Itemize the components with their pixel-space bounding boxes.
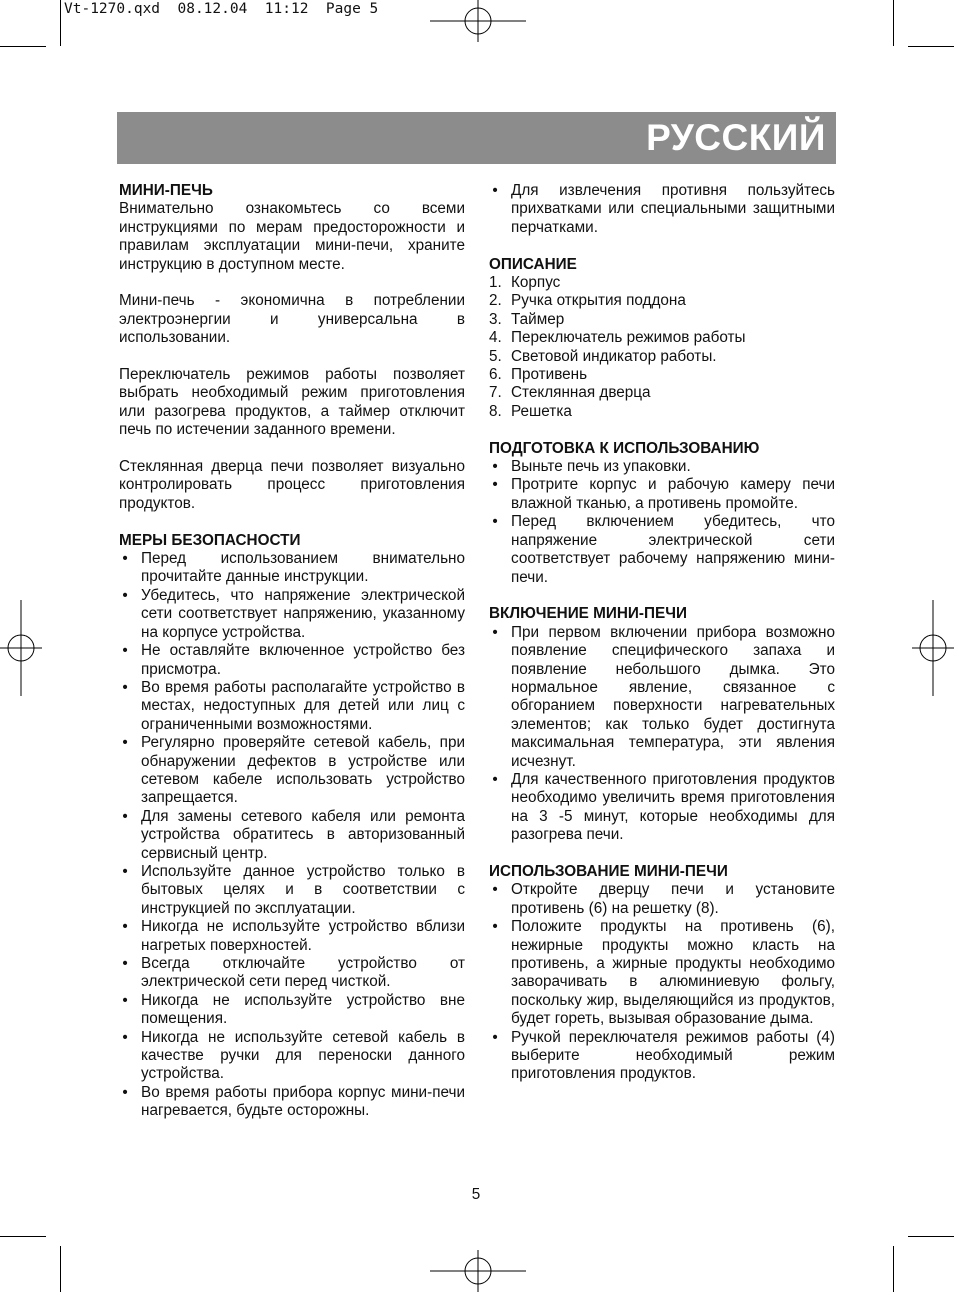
list-item — [119, 808, 465, 863]
print-slug-line: Vt-1270.qxd 08.12.04 11:12 Page 5 — [64, 1, 379, 17]
item-label: Световой индикатор работы. — [511, 347, 717, 365]
crop-mark — [0, 1236, 46, 1237]
item-label: Стеклянная дверца — [511, 384, 651, 402]
list-item-text: Для качественного приготовления продуктов необходимо увеличить время приготовления на 3 -5 минут, которые необходимы для разогрева печи. — [511, 770, 835, 844]
list-item-text: Регулярно проверяйте сетевой кабель, при обнаружении дефектов в устройстве или сетевом кабеле использовать устройство запрещается. — [141, 734, 465, 807]
right-column — [489, 182, 835, 1084]
crop-mark — [893, 1246, 894, 1292]
bullet-icon: • — [492, 513, 498, 531]
bullet-icon: • — [122, 1083, 128, 1101]
list-item-text: Перед использованием внимательно прочитайте данные инструкции. — [141, 550, 465, 586]
list-item — [489, 476, 835, 513]
bullet-icon: • — [492, 458, 498, 476]
language-banner — [117, 112, 836, 164]
section-title-mini-oven: МИНИ-ПЕЧЬ — [119, 182, 213, 199]
bullet-icon: • — [122, 862, 128, 880]
bullet-icon: • — [122, 642, 128, 660]
item-number: 5. — [489, 347, 502, 365]
numbered-item — [489, 329, 835, 347]
list-item-text: Используйте данное устройство только в бытовых целях и в соответствии с инструкцией по эксплуатации. — [141, 862, 465, 917]
bullet-icon: • — [492, 476, 498, 494]
item-label: Решетка — [511, 402, 572, 420]
list-item — [119, 587, 465, 642]
numbered-item — [489, 384, 835, 402]
item-number: 1. — [489, 274, 502, 292]
list-item-text: Всегда отключайте устройство от электрической сети перед чисткой. — [141, 955, 465, 991]
list-item-text: Никогда не используйте устройство вне помещения. — [141, 991, 465, 1028]
numbered-item — [489, 292, 835, 310]
safety-list — [119, 550, 465, 1121]
list-item-text: Выньте печь из упаковки. — [511, 458, 691, 476]
bullet-icon: • — [492, 623, 498, 641]
crop-mark — [0, 46, 46, 47]
paragraph: Стеклянная дверца печи позволяет визуально контролировать процесс приготовления продуктов. — [119, 458, 465, 512]
item-number: 6. — [489, 366, 502, 384]
list-item-text: При первом включении прибора возможно появление специфического запаха и появление небольшого дымка. Это нормальное явление, связанное с обгоранием поверхности нагревательных элементов; как только будет достигнута максимальная температура, эти явления исчезнут. — [511, 623, 835, 770]
bullet-icon: • — [492, 182, 498, 199]
bullet-icon: • — [122, 918, 128, 936]
numbered-item — [489, 274, 835, 292]
usage-list — [489, 881, 835, 1083]
list-item — [489, 513, 835, 587]
page-number: 5 — [471, 1186, 481, 1203]
numbered-item — [489, 348, 835, 366]
paragraph: Мини-печь - экономична в потреблении электроэнергии и универсальна в использовании. — [119, 292, 465, 347]
item-number: 3. — [489, 310, 502, 328]
registration-mark-left — [0, 600, 42, 696]
bullet-icon: • — [122, 991, 128, 1009]
numbered-item — [489, 366, 835, 384]
bullet-icon: • — [122, 678, 128, 696]
bullet-icon: • — [122, 1028, 128, 1046]
list-item — [119, 734, 465, 808]
list-item-text: Ручкой переключателя режимов работы (4) выберите необходимый режим приготовления продуктов. — [511, 1028, 835, 1083]
list-item — [119, 863, 465, 918]
list-item — [489, 918, 835, 1028]
crop-mark — [60, 1246, 61, 1292]
bullet-icon: • — [492, 1028, 498, 1046]
paragraph: Внимательно ознакомьтесь со всеми инструкциями по мерам предосторожности и правилам эксплуатации мини-печи, храните инструкцию в доступном месте. — [119, 200, 465, 273]
bullet-icon: • — [492, 881, 498, 899]
list-item — [119, 550, 465, 587]
registration-mark-top — [430, 0, 526, 42]
list-item-text: Перед включением убедитесь, что напряжение электрической сети соответствует рабочему напряжению мини-печи. — [511, 513, 835, 586]
crop-mark — [60, 0, 61, 46]
item-label: Противень — [511, 366, 588, 384]
list-item — [119, 955, 465, 992]
list-item — [119, 992, 465, 1029]
language-title: РУССКИЙ — [646, 117, 826, 158]
bullet-icon: • — [122, 807, 128, 825]
paragraph: Переключатель режимов работы позволяет выбрать необходимый режим приготовления или разогрева продуктов, а таймер отключит печь по истечении заданного времени. — [119, 366, 465, 439]
list-item-text: Никогда не используйте сетевой кабель в качестве ручки для переноски данного устройства. — [141, 1028, 465, 1083]
left-column — [119, 182, 465, 1121]
list-item — [119, 642, 465, 679]
list-item — [489, 1029, 835, 1084]
switching-on-list — [489, 624, 835, 845]
registration-mark-bottom — [430, 1250, 526, 1292]
item-label: Переключатель режимов работы — [511, 329, 746, 347]
list-item — [489, 881, 835, 918]
list-item — [119, 1084, 465, 1121]
list-item — [489, 771, 835, 845]
bullet-icon: • — [122, 550, 128, 568]
list-item-text: Для замены сетевого кабеля или ремонта устройства обратитесь в авторизованный сервисный центр. — [141, 807, 465, 862]
list-item — [119, 1029, 465, 1084]
bullet-icon: • — [122, 734, 128, 752]
description-list — [489, 274, 835, 421]
item-number: 7. — [489, 384, 502, 402]
numbered-item — [489, 403, 835, 421]
bullet-icon: • — [122, 586, 128, 604]
list-item-text: Не оставляйте включенное устройство без присмотра. — [141, 642, 465, 678]
crop-mark — [908, 46, 954, 47]
list-item — [489, 458, 835, 476]
section-title-switching-on: ВКЛЮЧЕНИЕ МИНИ-ПЕЧИ — [489, 605, 687, 623]
list-item-text: Для извлечения противня пользуйтесь прихватками или специальными защитными перчатками. — [511, 182, 835, 236]
numbered-item — [489, 311, 835, 329]
list-item-text: Убедитесь, что напряжение электрической сети соответствует напряжению, указанному на корпусе устройства. — [141, 586, 465, 641]
section-title-usage: ИСПОЛЬЗОВАНИЕ МИНИ-ПЕЧИ — [489, 862, 728, 880]
list-item-text: Откройте дверцу печи и установите противень (6) на решетку (8). — [511, 881, 835, 917]
list-item-text: Во время работы прибора корпус мини-печи нагревается, будьте осторожны. — [141, 1083, 465, 1120]
list-item-text: Во время работы располагайте устройство в местах, недоступных для детей или лиц с ограниченными возможностями. — [141, 678, 465, 733]
list-item-text: Положите продукты на противень (6), нежирные продукты можно класть на противень, а жирные продукты необходимо заворачивать в алюминиевую фольгу, поскольку жир, выделяющийся из продуктов, будет гореть, вызывая образование дыма. — [511, 918, 835, 1028]
item-label: Ручка открытия поддона — [511, 292, 686, 310]
crop-mark — [893, 0, 894, 46]
bullet-icon: • — [492, 770, 498, 788]
section-title-safety: МЕРЫ БЕЗОПАСНОСТИ — [119, 531, 301, 549]
list-item — [119, 679, 465, 734]
section-title-description: ОПИСАНИЕ — [489, 255, 577, 273]
item-label: Таймер — [511, 310, 565, 328]
list-item-text: Протрите корпус и рабочую камеру печи влажной тканью, а противень промойте. — [511, 476, 835, 512]
bullet-icon: • — [122, 955, 128, 972]
item-label: Корпус — [511, 274, 561, 292]
preparation-list — [489, 458, 835, 587]
bullet-icon: • — [492, 918, 498, 936]
list-item-text: Никогда не используйте устройство вблизи нагретых поверхностей. — [141, 918, 465, 954]
list-item — [489, 182, 835, 237]
list-item — [119, 918, 465, 955]
registration-mark-right — [912, 600, 954, 696]
crop-mark — [908, 1236, 954, 1237]
item-number: 8. — [489, 402, 502, 420]
section-title-preparation: ПОДГОТОВКА К ИСПОЛЬЗОВАНИЮ — [489, 439, 760, 457]
list-item — [489, 624, 835, 771]
item-number: 4. — [489, 329, 502, 347]
item-number: 2. — [489, 292, 502, 310]
